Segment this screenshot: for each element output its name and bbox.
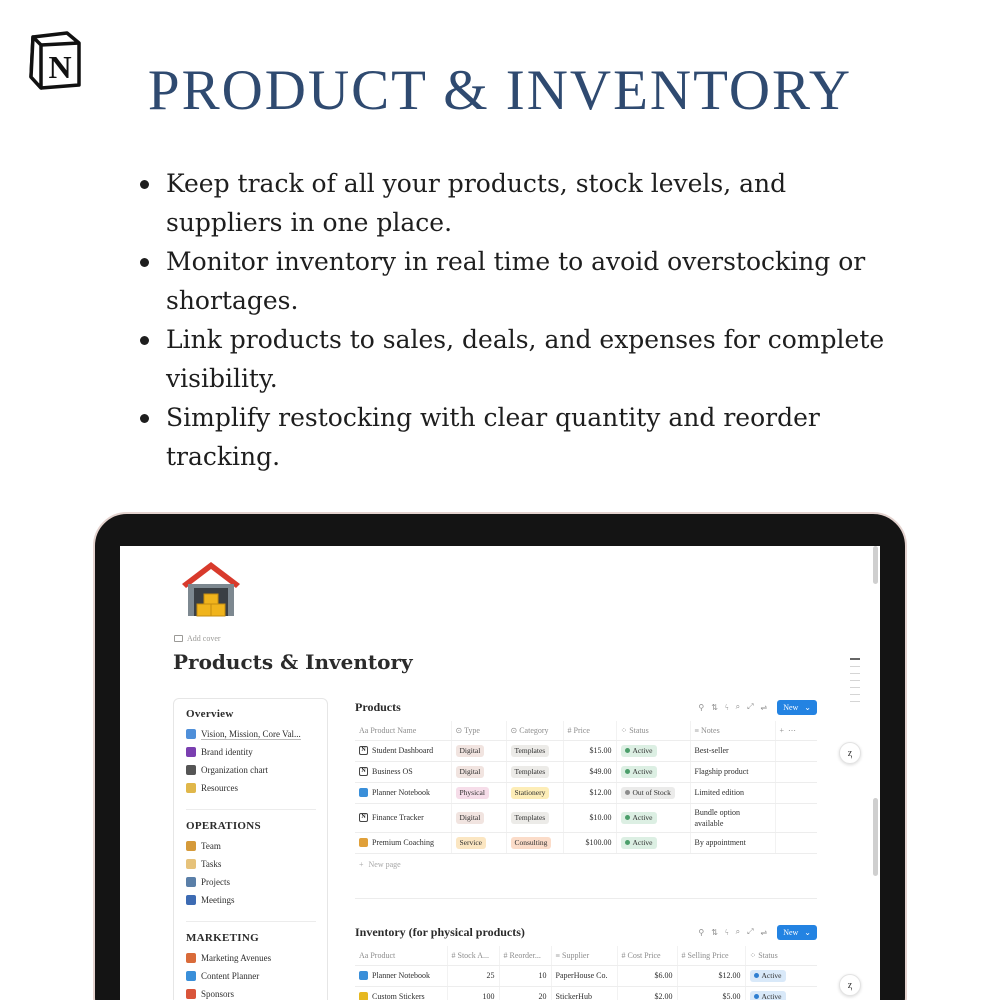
- automation-icon[interactable]: ϟ: [724, 702, 729, 712]
- filter-icon[interactable]: ⚲: [698, 927, 705, 937]
- sort-icon[interactable]: ⇅: [711, 702, 718, 712]
- nav-item-label: Brand identity: [201, 747, 253, 757]
- settings-icon[interactable]: ⇌: [760, 927, 768, 937]
- type-cell[interactable]: [451, 803, 506, 832]
- status-dot-icon: [754, 994, 759, 999]
- column-header[interactable]: # Price: [563, 721, 616, 740]
- divider: [355, 898, 817, 899]
- ai-face-icon: ⱬ: [847, 747, 853, 759]
- column-header[interactable]: ⊙ Category: [506, 721, 563, 740]
- selling-price-cell[interactable]: $5.00: [677, 986, 745, 1000]
- database-toolbar: [698, 700, 817, 715]
- table-row[interactable]: [355, 986, 817, 1000]
- tag-pill[interactable]: Service: [456, 837, 487, 849]
- table-row[interactable]: [355, 803, 817, 832]
- category-cell[interactable]: [506, 761, 563, 782]
- tag-pill[interactable]: Templates: [511, 745, 550, 757]
- new-page-label: New page: [368, 860, 401, 869]
- vision-icon: [186, 729, 196, 739]
- nav-section-marketing: [186, 932, 315, 1000]
- automation-icon[interactable]: ϟ: [724, 927, 729, 937]
- tag-pill[interactable]: Templates: [511, 766, 550, 778]
- feature-list: [140, 164, 900, 476]
- warehouse-icon[interactable]: [180, 558, 242, 618]
- chevron-down-icon[interactable]: ⌄: [804, 927, 811, 937]
- database-title[interactable]: Products: [355, 699, 401, 714]
- status-dot-icon: [625, 769, 630, 774]
- status-dot-icon: [625, 815, 630, 820]
- add-cover-label: Add cover: [187, 634, 221, 643]
- table-of-contents[interactable]: [850, 658, 860, 708]
- nav-item-label: Resources: [201, 783, 238, 793]
- column-header[interactable]: ⁘ Status: [745, 946, 817, 965]
- table-row[interactable]: [355, 832, 817, 853]
- brand-icon: [186, 747, 196, 757]
- divider: [186, 921, 316, 922]
- notebook-icon: [359, 971, 368, 980]
- notion-page-icon: N: [359, 746, 368, 755]
- status-dot-icon: [625, 790, 630, 795]
- meetings-icon: [186, 895, 196, 905]
- price-cell[interactable]: $12.00: [563, 782, 616, 803]
- chevron-down-icon[interactable]: ⌄: [804, 702, 811, 712]
- table-row[interactable]: [355, 761, 817, 782]
- status-cell[interactable]: [616, 782, 690, 803]
- notes-cell[interactable]: Best-seller: [690, 740, 775, 761]
- status-cell[interactable]: [616, 740, 690, 761]
- status-dot-icon: [754, 973, 759, 978]
- nav-item-resources[interactable]: [186, 779, 315, 797]
- products-table: [355, 721, 817, 854]
- search-icon[interactable]: ⌕: [735, 702, 741, 711]
- status-cell[interactable]: [745, 986, 817, 1000]
- tag-pill[interactable]: Digital: [456, 812, 485, 824]
- plus-icon: +: [359, 860, 364, 869]
- product-cell[interactable]: Planner Notebook: [355, 965, 447, 986]
- empty-cell[interactable]: [775, 782, 817, 803]
- notion-page-icon: N: [359, 767, 368, 776]
- price-cell[interactable]: $49.00: [563, 761, 616, 782]
- expand-icon[interactable]: ⤢: [747, 702, 754, 711]
- filter-icon[interactable]: ⚲: [698, 702, 705, 712]
- projects-icon: [186, 877, 196, 887]
- tag-pill[interactable]: Stationery: [511, 787, 550, 799]
- column-header[interactable]: ⁘ Status: [616, 721, 690, 740]
- add-cover-button[interactable]: [174, 634, 221, 643]
- headline: PRODUCT & INVENTORY: [147, 59, 853, 122]
- tag-pill[interactable]: Templates: [511, 812, 550, 824]
- status-cell[interactable]: [616, 761, 690, 782]
- tag-pill[interactable]: Active: [621, 837, 657, 849]
- nav-item-content-planner[interactable]: [186, 967, 315, 985]
- nav-item-label: Tasks: [201, 859, 222, 869]
- category-cell[interactable]: [506, 832, 563, 853]
- ai-assistant-button[interactable]: [839, 742, 861, 764]
- column-header[interactable]: # Stock A...: [447, 946, 499, 965]
- database-title[interactable]: Inventory (for physical products): [355, 924, 525, 939]
- status-cell[interactable]: [745, 965, 817, 986]
- tag-pill[interactable]: Consulting: [511, 837, 552, 849]
- notion-page-icon: N: [359, 813, 368, 822]
- empty-cell[interactable]: [775, 832, 817, 853]
- nav-heading: MARKETING: [186, 932, 259, 944]
- nav-heading: OPERATIONS: [186, 820, 261, 832]
- stock-cell[interactable]: 100: [447, 986, 499, 1000]
- supplier-cell[interactable]: PaperHouse Co.: [551, 965, 617, 986]
- type-cell[interactable]: [451, 782, 506, 803]
- nav-item-label: Sponsors: [201, 989, 235, 999]
- marketing-icon: [186, 953, 196, 963]
- price-cell[interactable]: $10.00: [563, 803, 616, 832]
- reorder-cell[interactable]: 20: [499, 986, 551, 1000]
- nav-item-label: Content Planner: [201, 971, 260, 981]
- empty-cell[interactable]: [775, 740, 817, 761]
- product-name-cell[interactable]: N Business OS: [355, 761, 451, 782]
- person-icon: [359, 838, 368, 847]
- price-cell[interactable]: $100.00: [563, 832, 616, 853]
- nav-item-label: Meetings: [201, 895, 235, 905]
- notebook-icon: [359, 788, 368, 797]
- notes-cell[interactable]: Flagship product: [690, 761, 775, 782]
- database-toolbar: [698, 925, 817, 940]
- new-button[interactable]: [777, 700, 817, 715]
- notes-cell[interactable]: By appointment: [690, 832, 775, 853]
- table-row[interactable]: [355, 782, 817, 803]
- stock-cell[interactable]: 25: [447, 965, 499, 986]
- ai-face-icon: ⱬ: [847, 979, 853, 991]
- new-button-label: New: [783, 702, 799, 712]
- team-icon: [186, 841, 196, 851]
- tasks-icon: [186, 859, 196, 869]
- content-icon: [186, 971, 196, 981]
- status-dot-icon: [625, 748, 630, 753]
- table-row[interactable]: [355, 965, 817, 986]
- tag-pill[interactable]: Digital: [456, 745, 485, 757]
- notes-cell[interactable]: Bundle option available: [690, 803, 775, 832]
- column-header[interactable]: ≡ Notes: [690, 721, 775, 740]
- tag-pill[interactable]: Active: [621, 745, 657, 757]
- ai-assistant-button[interactable]: [839, 974, 861, 996]
- column-header[interactable]: Aa Product: [355, 946, 447, 965]
- type-cell[interactable]: [451, 832, 506, 853]
- image-icon: [174, 635, 183, 642]
- column-header[interactable]: # Selling Price: [677, 946, 745, 965]
- product-name-cell[interactable]: N Student Dashboard: [355, 740, 451, 761]
- feature-item: Link products to sales, deals, and expenses for complete visibility.: [140, 320, 900, 398]
- svg-text:N: N: [48, 49, 72, 85]
- navigation-panel: [173, 698, 328, 1000]
- add-column-button[interactable]: + ⋯: [775, 721, 817, 740]
- price-cell[interactable]: $15.00: [563, 740, 616, 761]
- inventory-database: [355, 923, 817, 1000]
- empty-cell[interactable]: [775, 803, 817, 832]
- tag-pill[interactable]: Physical: [456, 787, 489, 799]
- cost-price-cell[interactable]: $2.00: [617, 986, 677, 1000]
- tag-pill[interactable]: Active: [750, 991, 786, 1000]
- new-button[interactable]: [777, 925, 817, 940]
- sticker-icon: [359, 992, 368, 1000]
- nav-item-label: Organization chart: [201, 765, 269, 775]
- cost-price-cell[interactable]: $6.00: [617, 965, 677, 986]
- column-header[interactable]: ⊙ Type: [451, 721, 506, 740]
- scrollbar-thumb[interactable]: [873, 798, 878, 876]
- nav-item-label: Team: [201, 841, 221, 851]
- nav-item-sponsors[interactable]: [186, 985, 315, 1000]
- products-database: [355, 698, 817, 876]
- nav-item-tasks[interactable]: [186, 855, 315, 873]
- org-chart-icon: [186, 765, 196, 775]
- tag-pill[interactable]: Active: [621, 812, 657, 824]
- new-page-button[interactable]: [355, 854, 817, 876]
- status-dot-icon: [625, 840, 630, 845]
- empty-cell[interactable]: [775, 761, 817, 782]
- status-cell[interactable]: [616, 832, 690, 853]
- column-header[interactable]: # Reorder...: [499, 946, 551, 965]
- notion-screen: [120, 546, 880, 1000]
- table-row[interactable]: [355, 740, 817, 761]
- product-cell[interactable]: Custom Stickers: [355, 986, 447, 1000]
- category-cell[interactable]: [506, 782, 563, 803]
- column-header[interactable]: # Cost Price: [617, 946, 677, 965]
- tag-pill[interactable]: Out of Stock: [621, 787, 675, 799]
- category-cell[interactable]: [506, 740, 563, 761]
- tag-pill[interactable]: Digital: [456, 766, 485, 778]
- nav-item-meetings[interactable]: [186, 891, 315, 909]
- sponsors-icon: [186, 989, 196, 999]
- category-cell[interactable]: [506, 803, 563, 832]
- nav-item-label: Projects: [201, 877, 230, 887]
- nav-heading: Overview: [186, 708, 234, 720]
- tag-pill[interactable]: Active: [621, 766, 657, 778]
- nav-item-label: Vision, Mission, Core Val...: [201, 728, 301, 739]
- column-header[interactable]: ≡ Supplier: [551, 946, 617, 965]
- nav-item-vision[interactable]: [186, 725, 315, 743]
- supplier-cell[interactable]: StickerHub: [551, 986, 617, 1000]
- nav-item-brand-identity[interactable]: [186, 743, 315, 761]
- divider: [186, 809, 316, 810]
- status-cell[interactable]: [616, 803, 690, 832]
- type-cell[interactable]: [451, 761, 506, 782]
- feature-item: Monitor inventory in real time to avoid overstocking or shortages.: [140, 242, 900, 320]
- tag-pill[interactable]: Active: [750, 970, 786, 982]
- notes-cell[interactable]: Limited edition: [690, 782, 775, 803]
- feature-item: Simplify restocking with clear quantity and reorder tracking.: [140, 398, 900, 476]
- nav-item-marketing-avenues[interactable]: [186, 949, 315, 967]
- type-cell[interactable]: [451, 740, 506, 761]
- nav-section-operations: [186, 820, 315, 909]
- nav-item-organization-chart[interactable]: [186, 761, 315, 779]
- search-icon[interactable]: ⌕: [735, 927, 741, 936]
- nav-section-overview: [186, 708, 315, 797]
- nav-item-projects[interactable]: [186, 873, 315, 891]
- nav-item-label: Marketing Avenues: [201, 953, 272, 963]
- inventory-table: [355, 946, 817, 1000]
- reorder-cell[interactable]: 10: [499, 965, 551, 986]
- settings-icon[interactable]: ⇌: [760, 702, 768, 712]
- sort-icon[interactable]: ⇅: [711, 927, 718, 937]
- new-button-label: New: [783, 927, 799, 937]
- nav-item-team[interactable]: [186, 837, 315, 855]
- column-header[interactable]: Aa Product Name: [355, 721, 451, 740]
- page-title[interactable]: Products & Inventory: [173, 650, 413, 674]
- resources-icon: [186, 783, 196, 793]
- feature-item: Keep track of all your products, stock levels, and suppliers in one place.: [140, 164, 900, 242]
- product-name-cell[interactable]: N Finance Tracker: [355, 803, 451, 832]
- selling-price-cell[interactable]: $12.00: [677, 965, 745, 986]
- product-name-cell[interactable]: Planner Notebook: [355, 782, 451, 803]
- scrollbar-thumb[interactable]: [873, 546, 878, 584]
- product-name-cell[interactable]: Premium Coaching: [355, 832, 451, 853]
- expand-icon[interactable]: ⤢: [747, 927, 754, 936]
